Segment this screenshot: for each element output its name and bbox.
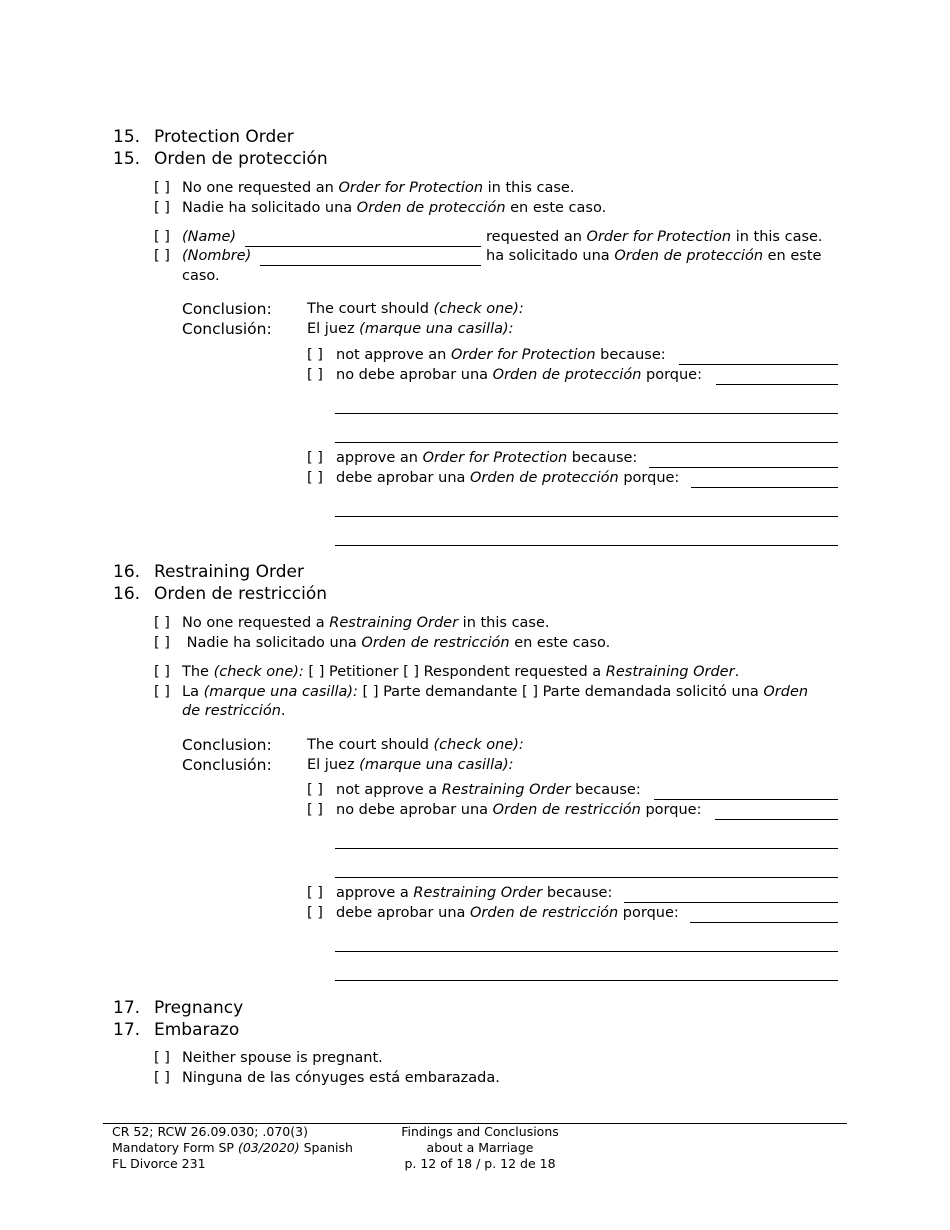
option-text-es: ha solicitado una Orden de protección en este bbox=[486, 248, 822, 264]
option-text-en: No one requested a Restraining Order in this case. bbox=[182, 615, 550, 631]
reason-input-line[interactable] bbox=[335, 545, 838, 546]
option-text-en: No one requested an Order for Protection in this case. bbox=[182, 180, 575, 196]
footer-left bbox=[112, 1124, 353, 1172]
section-title-es: Orden de protección bbox=[154, 149, 328, 169]
option-text-en: requested an Order for Protection in this case. bbox=[486, 229, 823, 245]
checkbox-approve[interactable]: [ ] bbox=[307, 450, 323, 466]
court-should-en: The court should (check one): bbox=[307, 737, 524, 753]
reason-input-line[interactable] bbox=[716, 384, 838, 385]
conclusion-label-es: Conclusión: bbox=[182, 756, 272, 774]
reason-input-line[interactable] bbox=[335, 413, 838, 414]
section-title-en: Protection Order bbox=[154, 127, 294, 147]
checkbox-no-protection[interactable]: [ ] bbox=[154, 180, 170, 196]
section-title-es: Embarazo bbox=[154, 1020, 240, 1040]
footer-title: Findings and Conclusions bbox=[401, 1124, 559, 1139]
reason-input-line[interactable] bbox=[654, 799, 838, 800]
reason-input-line[interactable] bbox=[335, 877, 838, 878]
checkbox-not-approve[interactable]: [ ] bbox=[307, 347, 323, 363]
checkbox-approve[interactable]: [ ] bbox=[307, 885, 323, 901]
option-text-es: Ninguna de las cónyuges está embarazada. bbox=[182, 1070, 500, 1086]
approve-text-en: approve a Restraining Order because: bbox=[336, 885, 613, 901]
conclusion-label-es: Conclusión: bbox=[182, 320, 272, 338]
section-title-en: Pregnancy bbox=[154, 998, 244, 1018]
not-approve-text-es: no debe aprobar una Orden de restricción porque: bbox=[336, 802, 702, 818]
nombre-label: (Nombre) bbox=[182, 248, 252, 264]
checkbox-no-protection-es[interactable]: [ ] bbox=[154, 200, 170, 216]
checkbox-not-approve[interactable]: [ ] bbox=[307, 782, 323, 798]
conclusion-label-en: Conclusion: bbox=[182, 300, 272, 318]
option-text-es: La (marque una casilla): [ ] Parte demandante [ ] Parte demandada solicitó una Orden bbox=[182, 684, 809, 700]
not-approve-text-es: no debe aprobar una Orden de protección porque: bbox=[336, 367, 702, 383]
checkbox-no-restraining[interactable]: [ ] bbox=[154, 615, 170, 631]
approve-text-es: debe aprobar una Orden de protección porque: bbox=[336, 470, 680, 486]
name-input-line[interactable] bbox=[245, 246, 481, 247]
option-text-en: The (check one): [ ] Petitioner [ ] Respondent requested a Restraining Order. bbox=[182, 664, 740, 680]
section-number-es: 15. bbox=[113, 149, 141, 169]
section-title-en: Restraining Order bbox=[154, 562, 304, 582]
reason-input-line[interactable] bbox=[690, 922, 838, 923]
footer-center bbox=[380, 1124, 580, 1172]
nombre-input-line[interactable] bbox=[260, 265, 481, 266]
option-text-es-cont: de restricción. bbox=[182, 703, 286, 719]
option-text-es: Nadie ha solicitado una Orden de protección en este caso. bbox=[182, 200, 607, 216]
not-approve-text-en: not approve an Order for Protection because: bbox=[336, 347, 666, 363]
reason-input-line[interactable] bbox=[624, 902, 838, 903]
checkbox-not-approve-es[interactable]: [ ] bbox=[307, 367, 323, 383]
checkbox-party-requested[interactable]: [ ] bbox=[154, 664, 170, 680]
checkbox-approve-es[interactable]: [ ] bbox=[307, 905, 323, 921]
checkbox-approve-es[interactable]: [ ] bbox=[307, 470, 323, 486]
reason-input-line[interactable] bbox=[691, 487, 838, 488]
court-should-es: El juez (marque una casilla): bbox=[307, 321, 514, 337]
approve-text-en: approve an Order for Protection because: bbox=[336, 450, 638, 466]
court-should-en: The court should (check one): bbox=[307, 301, 524, 317]
approve-text-es: debe aprobar una Orden de restricción porque: bbox=[336, 905, 679, 921]
checkbox-name-requested[interactable]: [ ] bbox=[154, 229, 170, 245]
section-number: 17. bbox=[113, 998, 141, 1018]
checkbox-party-requested-es[interactable]: [ ] bbox=[154, 684, 170, 700]
checkbox-not-pregnant-es[interactable]: [ ] bbox=[154, 1070, 170, 1086]
reason-input-line[interactable] bbox=[335, 951, 838, 952]
checkbox-no-restraining-es[interactable]: [ ] bbox=[154, 635, 170, 651]
option-text-es-cont: caso. bbox=[182, 268, 220, 284]
section-number: 16. bbox=[113, 562, 141, 582]
reason-input-line[interactable] bbox=[335, 980, 838, 981]
footer-statute: CR 52; RCW 26.09.030; .070(3) bbox=[112, 1124, 308, 1139]
checkbox-name-requested-es[interactable]: [ ] bbox=[154, 248, 170, 264]
section-number-es: 17. bbox=[113, 1020, 141, 1040]
conclusion-label-en: Conclusion: bbox=[182, 736, 272, 754]
section-title-es: Orden de restricción bbox=[154, 584, 328, 604]
not-approve-text-en: not approve a Restraining Order because: bbox=[336, 782, 641, 798]
name-label: (Name) bbox=[182, 229, 237, 245]
option-text-es: Nadie ha solicitado una Orden de restricción en este caso. bbox=[182, 635, 611, 651]
reason-input-line[interactable] bbox=[679, 364, 838, 365]
footer-page-number: p. 12 of 18 / p. 12 de 18 bbox=[404, 1156, 556, 1171]
footer-subtitle: about a Marriage bbox=[426, 1140, 534, 1155]
checkbox-not-approve-es[interactable]: [ ] bbox=[307, 802, 323, 818]
reason-input-line[interactable] bbox=[335, 848, 838, 849]
footer-form-name: FL Divorce 231 bbox=[112, 1156, 206, 1171]
reason-input-line[interactable] bbox=[715, 819, 838, 820]
court-should-es: El juez (marque una casilla): bbox=[307, 757, 514, 773]
reason-input-line[interactable] bbox=[335, 516, 838, 517]
reason-input-line[interactable] bbox=[335, 442, 838, 443]
section-number: 15. bbox=[113, 127, 141, 147]
option-text-en: Neither spouse is pregnant. bbox=[182, 1050, 383, 1066]
footer-form-id: Mandatory Form SP (03/2020) Spanish bbox=[112, 1140, 353, 1155]
reason-input-line[interactable] bbox=[649, 467, 838, 468]
checkbox-not-pregnant[interactable]: [ ] bbox=[154, 1050, 170, 1066]
section-number-es: 16. bbox=[113, 584, 141, 604]
